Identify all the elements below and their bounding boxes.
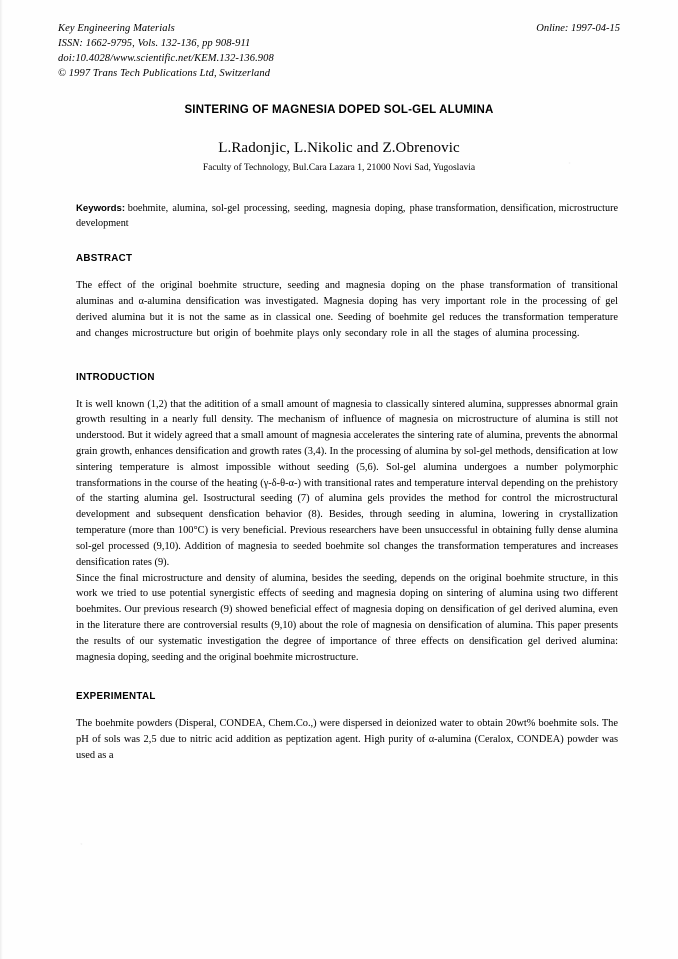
online-publication-date: Online: 1997-04-15 [536, 23, 620, 34]
section-heading-experimental: EXPERIMENTAL [76, 691, 156, 703]
keywords-line-2: transformation, densification, microstructure development [76, 202, 619, 230]
journal-citation-block [58, 22, 274, 82]
journal-doi: doi:10.4028/www.scientific.net/KEM.132-136.908 [58, 52, 274, 64]
introduction-paragraph-2: Since the final microstructure and density of alumina, besides the seeding, depends on the original boehmite structure, in this work we tried to use potential synergistic effects of seeding and magnesia doping on sintering of alumina using two different boehmites. Our previous research (9) showed beneficial effect of magnesia doping on densification of gel derived alumina, even in the literature there are controversial results (9,10) about the role of magnesia on densification of alumina. This paper presents the results of our systematic investigation the degree of importance of three effects on densification gel derived alumina: magnesia doping, seeding and the original boehmite microstructure. [76, 572, 618, 663]
scan-edge-shadow [0, 0, 3, 959]
keywords-line-1: boehmite, alumina, sol-gel processing, seeding, magnesia doping, phase [127, 202, 433, 214]
experimental-paragraph-1: The boehmite powders (Disperal, CONDEA, Chem.Co.,) were dispersed in deionized water to obtain 20wt% boehmite sols. The pH of sols was 2,5 due to nitric acid addition as peptization agent. High purity of α-alumina (Ceralox, CONDEA) powder was used as a [76, 718, 618, 761]
abstract-paragraph: The effect of the original boehmite structure, seeding and magnesia doping on the phase transformation of transitional aluminas and α-alumina densification was investigated. Magnesia doping has very important role in the processing of gel derived alumina but it is not the same as in classical one. Seeding of boehmite gel reduces the transformation temperature and changes microstructure but origin of boehmite plays only secondary role in all the stages of alumina processing. [76, 280, 618, 339]
keywords-block [58, 201, 620, 232]
introduction-paragraph-1: It is well known (1,2) that the aditition of a small amount of magnesia to classically sintered alumina, suppresses abnormal grain growth resulting in a nearly full density. The mechanism of influence of magnesia on microstructure of alumina is still not understood. But it widely agreed that a small amount of magnesia accelerates the sintering rate of alumina, prevents the abnormal grain growth, enhances densification and growth rates (3,4). In the processing of alumina by sol-gel methods, densification at low sintering temperature is almost impossible without seeding (5,6). Sol-gel alumina undergoes a number polymorphic transformations in the course of the heating (γ-δ-θ-α-) with transitional rates and temperature interval depending on the prehistory of the starting alumina gel. Isostructural seeding (7) of alumina gels provides the method for control the microstructural development and subsequent densfication behavior (8). Besides, through seeding in alumina, lowering in crystallization temperature (more than 100°C) is very beneficial. Previous researchers have been unsuccessful in obtaining fully dense alumina sol-gel processed (9,10). Addition of magnesia to seeded boehmite sol changes the transformation temperatures and increases densification rates (9). [76, 398, 618, 568]
affiliation: Faculty of Technology, Bul.Cara Lazara 1, 21000 Novi Sad, Yugoslavia [202, 162, 476, 173]
page-header [58, 22, 620, 82]
journal-copyright: © 1997 Trans Tech Publications Ltd, Switzerland [58, 67, 271, 79]
section-heading-introduction: INTRODUCTION [76, 371, 155, 383]
keywords-label: Keywords: [76, 202, 126, 214]
page-title: SINTERING OF MAGNESIA DOPED SOL-GEL ALUMINA [184, 103, 494, 116]
section-heading-abstract: ABSTRACT [76, 253, 133, 265]
author-list: L.Radonjic, L.Nikolic and Z.Obrenovic [218, 139, 460, 156]
journal-issn-volume: ISSN: 1662-9795, Vols. 132-136, pp 908-911 [58, 37, 251, 49]
journal-name: Key Engineering Materials [58, 23, 175, 34]
